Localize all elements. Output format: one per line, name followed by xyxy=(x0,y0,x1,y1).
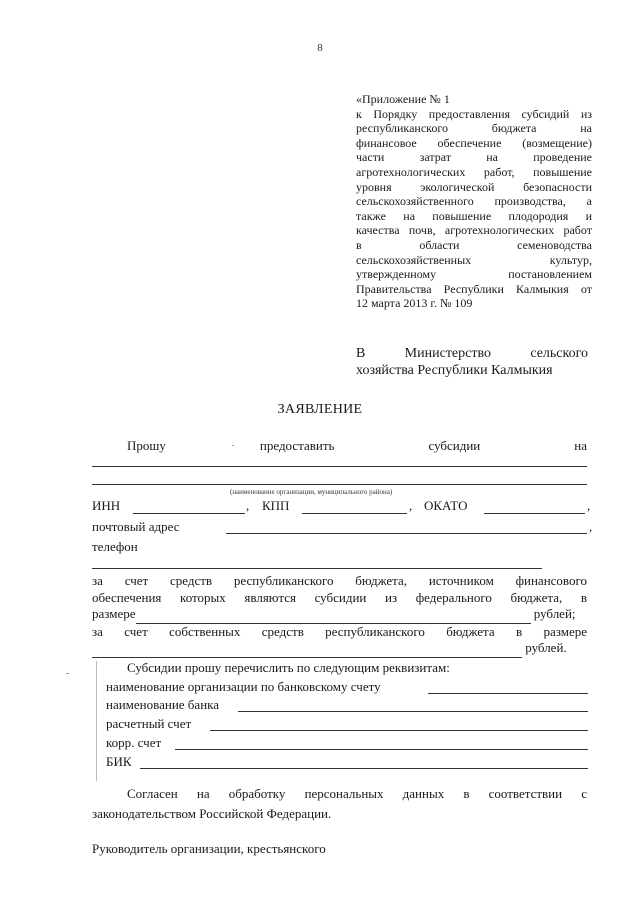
request-line xyxy=(127,438,587,454)
addressee-line: В Министерство сельского xyxy=(356,346,588,361)
okato-label: ОКАТО xyxy=(424,498,468,513)
appendix-line: части затрат на проведение xyxy=(356,150,592,165)
request-word: на xyxy=(574,438,587,453)
bank-org-name-label: наименование организации по банковскому счету xyxy=(106,679,381,694)
bank-name-field[interactable] xyxy=(238,711,588,712)
bank-org-name-field[interactable] xyxy=(428,693,588,694)
addressee xyxy=(356,345,588,379)
appendix-line: качества почв, агротехнологических работ xyxy=(356,223,592,238)
inn-label: ИНН xyxy=(92,498,121,513)
appendix-line: финансовое обеспечение (возмещение) xyxy=(356,135,592,150)
account-field[interactable] xyxy=(210,730,588,731)
appendix-line: в области семеноводства xyxy=(356,237,592,252)
appendix-line: Правительства Республики Калмыкия от xyxy=(356,281,592,296)
bik-field[interactable] xyxy=(140,768,588,769)
addressee-line: хозяйства Республики Калмыкия xyxy=(356,363,553,378)
corr-account-label: корр. счет xyxy=(106,735,162,750)
appendix-line: сельскохозяйственных культур, xyxy=(356,252,592,267)
bik-label: БИК xyxy=(106,754,132,769)
appendix-line: уровня экологической безопасности xyxy=(356,179,592,194)
kpp-field[interactable] xyxy=(302,513,407,514)
bank-name-label: наименование банка xyxy=(106,697,220,712)
appendix-line: утвержденному постановлением xyxy=(356,267,592,282)
kpp-label: КПП xyxy=(262,498,290,513)
request-word: Прошу xyxy=(127,438,166,453)
inn-field[interactable] xyxy=(133,513,245,514)
document-title: ЗАЯВЛЕНИЕ xyxy=(277,402,363,417)
page-number: 8 xyxy=(317,42,323,54)
own-funds-amount-field[interactable] xyxy=(92,640,522,658)
phone-label: телефон xyxy=(92,539,138,554)
okato-field[interactable] xyxy=(484,513,585,514)
postal-address-field[interactable] xyxy=(226,533,587,534)
funding-paragraph: за счет средств республиканского бюджета, источником финансового обеспечения которых являются субсидии из федерального бюджета, в размере рублей; за счет собственных средств республиканского бюджета в размере рублей. xyxy=(92,573,587,658)
margin-line xyxy=(96,661,97,781)
scan-mark xyxy=(232,445,234,446)
bank-intro: Субсидии прошу перечислить по следующим реквизитам: xyxy=(127,660,450,675)
org-name-field[interactable] xyxy=(92,484,587,485)
head-of-org-label: Руководитель организации, крестьянского xyxy=(92,841,326,856)
appendix-line: также на повышение плодородия и xyxy=(356,208,592,223)
org-name-field[interactable] xyxy=(92,466,587,467)
consent-paragraph: Согласен на обработку персональных данных в соответствии с законодательством Российской Федерации. xyxy=(92,786,587,821)
scan-mark xyxy=(66,673,69,674)
corr-account-field[interactable] xyxy=(175,749,588,750)
appendix-line: сельскохозяйственного производства, а xyxy=(356,194,592,209)
appendix-line: к Порядку предоставления субсидий из xyxy=(356,106,592,121)
appendix-line: республиканского бюджета на xyxy=(356,121,592,136)
account-label: расчетный счет xyxy=(106,716,192,731)
request-word: предоставить xyxy=(259,438,335,453)
federal-amount-field[interactable] xyxy=(136,606,531,624)
appendix-note xyxy=(356,92,592,311)
org-name-caption: (наименование организации, муниципального района) xyxy=(230,488,393,496)
phone-field[interactable] xyxy=(92,568,542,569)
postal-address-label: почтовый адрес xyxy=(92,519,180,534)
appendix-line: агротехнологических работ, повышение xyxy=(356,164,592,179)
appendix-line: «Приложение № 1 xyxy=(356,92,450,106)
appendix-line: 12 марта 2013 г. № 109 xyxy=(356,296,473,311)
request-word: субсидии xyxy=(428,438,481,453)
